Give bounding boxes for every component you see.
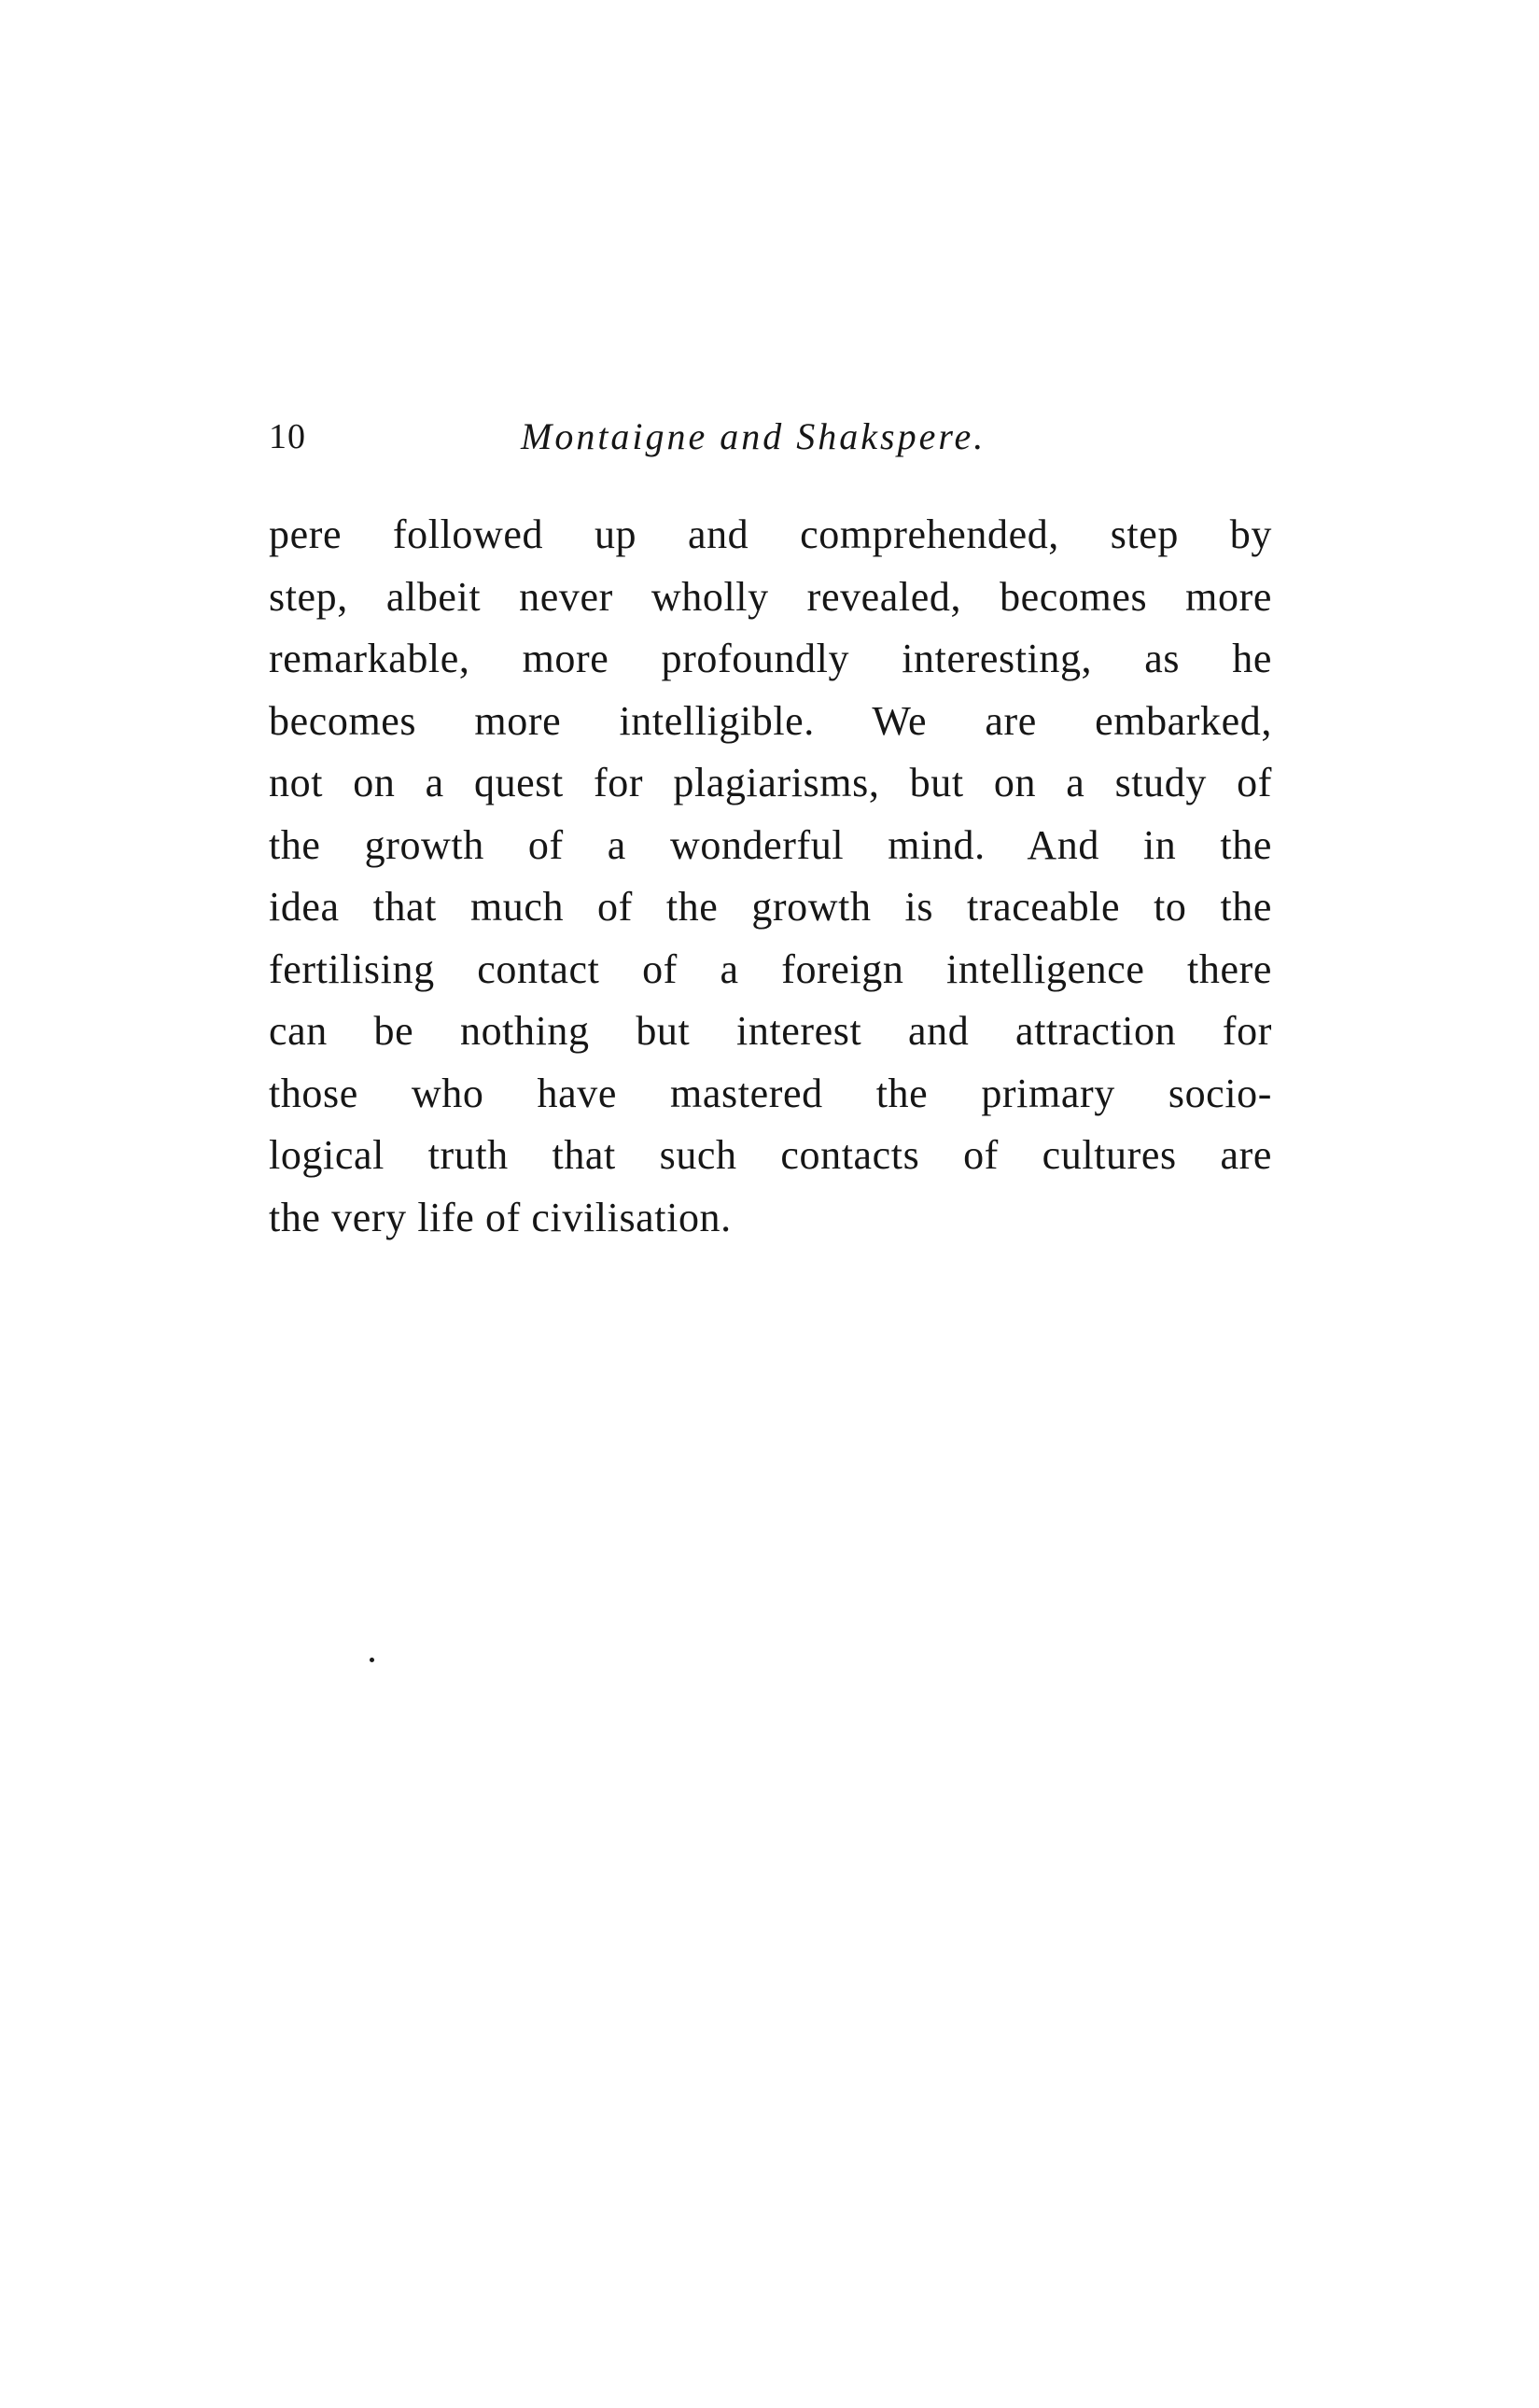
text-line: fertilising contact of a foreign intelligence there	[269, 945, 1272, 992]
text-line: remarkable, more profoundly interesting, as he	[269, 636, 1272, 681]
text-line: idea that much of the growth is traceable to the	[269, 884, 1272, 930]
text-line: the growth of a wonderful mind. And in the	[269, 821, 1272, 868]
running-head	[269, 409, 1277, 465]
running-title: Montaigne and Shakspere.	[521, 415, 986, 457]
body-paragraph	[269, 504, 1272, 1249]
text-line: not on a quest for plagiarisms, but on a study of	[269, 760, 1272, 805]
text-line: becomes more intelligible. We are embarked,	[269, 697, 1272, 744]
ink-speck	[370, 1658, 374, 1662]
text-line: logical truth that such contacts of cultures are	[269, 1132, 1272, 1178]
text-line: step, albeit never wholly revealed, becomes more	[269, 573, 1272, 620]
page-number: 10	[269, 417, 306, 456]
text-line: can be nothing but interest and attraction for	[269, 1008, 1272, 1054]
text-line: pere followed up and comprehended, step by	[269, 511, 1272, 557]
text-line: those who have mastered the primary socio-	[269, 1070, 1272, 1116]
text-line: the very life of civilisation.	[269, 1194, 732, 1240]
